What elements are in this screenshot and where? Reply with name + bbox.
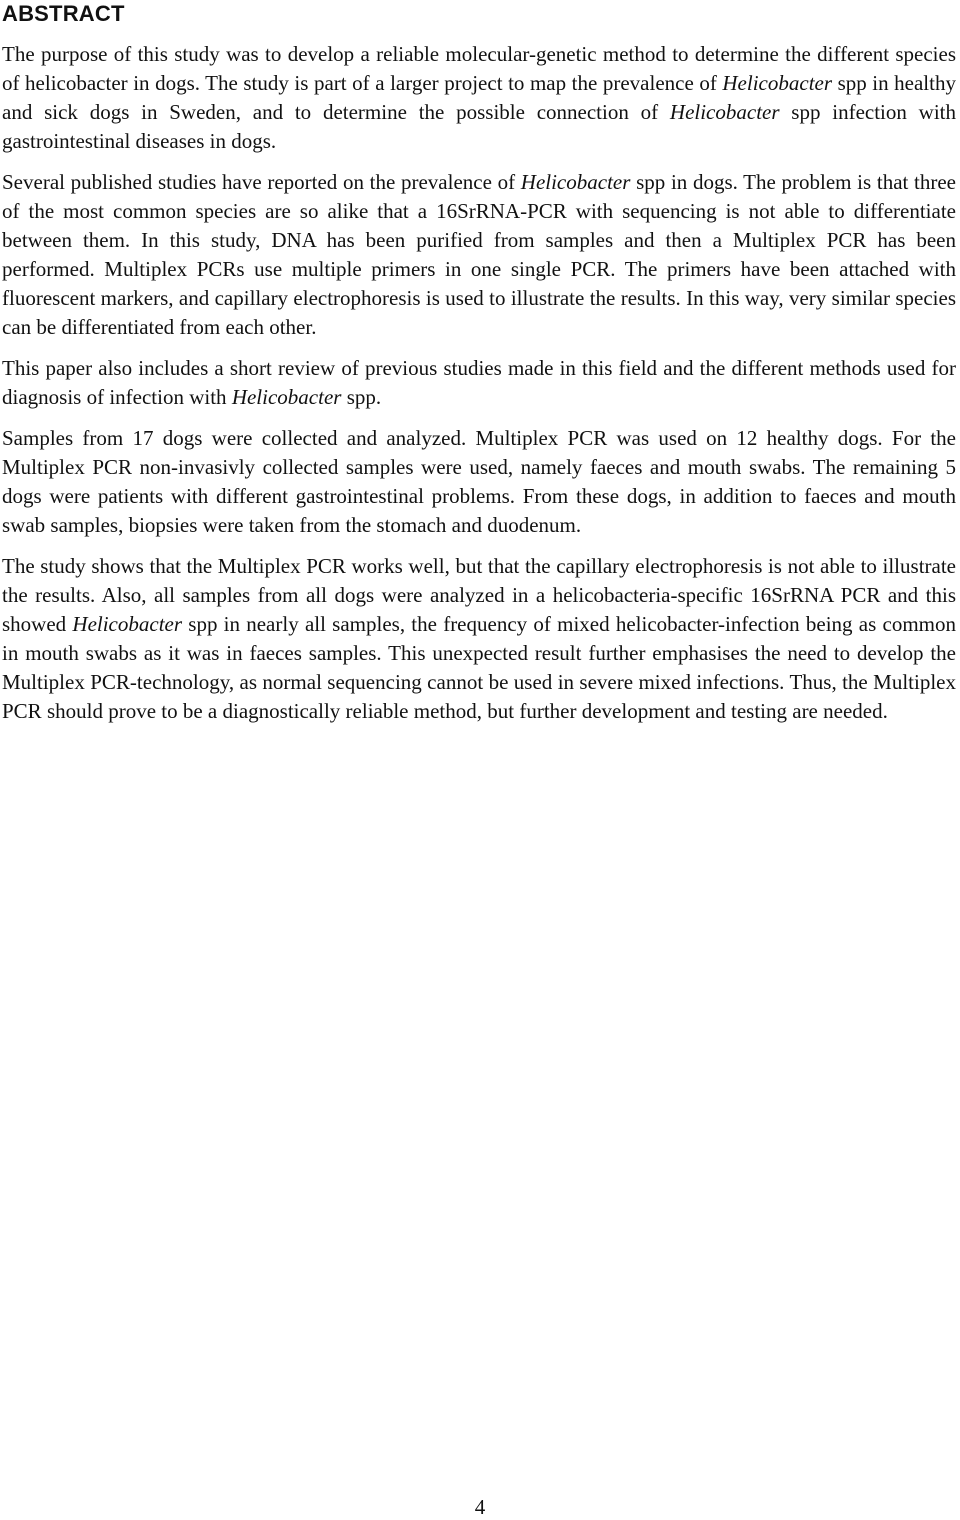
text-run: spp in nearly all samples, the frequency of mixed helicobacter-infection being as common in mouth swabs as it was in faeces samples. This unexpected result further emphasises the need to develop the Multiplex PCR-technology, as normal sequencing cannot be used in severe mixed infections. Thus, the Multiplex PCR should prove to be a diagnostically reliable method, but further development and testing are needed. xyxy=(2,612,956,723)
section-heading: ABSTRACT xyxy=(2,1,125,26)
text-run: spp in dogs. The problem is that three of the most common species are so alike that a 16SrRNA-PCR with sequencing is not able to differentiate between them. In this study, DNA has been purified from samples and then a Multiplex PCR has been performed. Multiplex PCRs use multiple primers in one single PCR. The primers have been attached with fluorescent markers, and capillary electrophoresis is used to illustrate the results. In this way, very similar species can be differentiated from each other. xyxy=(2,170,956,339)
text-run: Several published studies have reported on the prevalence of xyxy=(2,170,521,194)
page-number: 4 xyxy=(474,1495,486,1519)
abstract-paragraph-5 xyxy=(2,552,956,726)
italic-term: Helicobacter xyxy=(72,612,183,636)
abstract-body xyxy=(2,40,956,738)
text-run: spp. xyxy=(341,385,382,409)
abstract-paragraph-4 xyxy=(2,424,956,540)
text-run: Samples from 17 dogs were collected and analyzed. Multiplex PCR was used on 12 healthy dogs. For the Multiplex PCR non-invasivly collected samples were used, namely faeces and mouth swabs. The remaining 5 dogs were patients with different gastrointestinal problems. From these dogs, in addition to faeces and mouth swab samples, biopsies were taken from the stomach and duodenum. xyxy=(2,426,956,537)
text-run: The purpose of this study was to develop a reliable molecular-genetic method to determine the different species of helicobacter in dogs. The study is part of a larger project to map the prevalence of xyxy=(2,42,956,95)
text-run: spp in healthy and sick dogs in Sweden, and to determine the possible connection of xyxy=(2,71,956,124)
italic-term: Helicobacter xyxy=(520,170,631,194)
italic-term: Helicobacter xyxy=(722,71,833,95)
text-run: This paper also includes a short review of previous studies made in this field and the different methods used for diagnosis of infection with xyxy=(2,356,956,409)
abstract-paragraph-3 xyxy=(2,354,956,412)
abstract-paragraph-2 xyxy=(2,168,956,342)
text-run: The study shows that the Multiplex PCR works well, but that the capillary electrophoresis is not able to illustrate the results. Also, all samples from all dogs were analyzed in a helicobacteria-specific 16SrRNA PCR and this showed xyxy=(2,554,956,636)
text-run: spp infection with gastrointestinal diseases in dogs. xyxy=(2,100,956,153)
italic-term: Helicobacter xyxy=(669,100,780,124)
abstract-paragraph-1 xyxy=(2,40,956,156)
italic-term: Helicobacter xyxy=(231,385,342,409)
